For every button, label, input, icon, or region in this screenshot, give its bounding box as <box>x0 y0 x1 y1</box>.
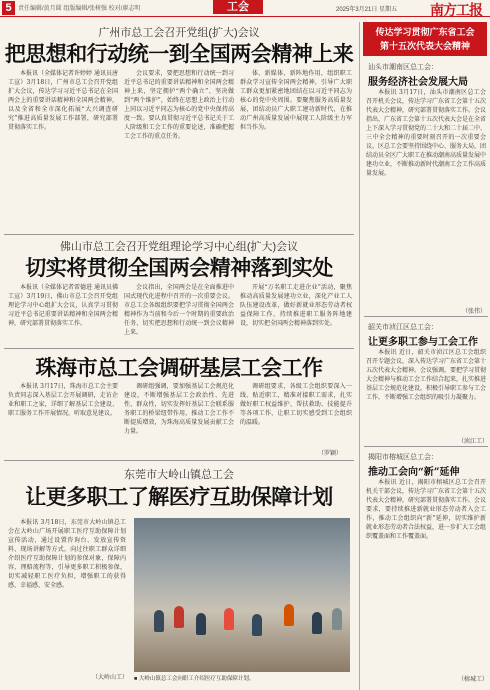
divider <box>4 234 354 235</box>
sidebar-story-2-body: 本报讯 近日，韶关市浈江区总工会组织召开专题会议，深入传达学习广东省工会第十五次代表大会精神。会议强调，要把学习贯彻大会精神与推动工会工作结合起来，扎实推进基层工会规范化建设，积极引导职工参与工会工作，不断增强工会组织的吸引力凝聚力。 <box>366 349 486 401</box>
article-3-byline: （罗颖） <box>318 451 343 457</box>
news-photo <box>134 518 350 672</box>
article-4-byline: （大岭山工） <box>92 675 129 681</box>
section-label: 工会 <box>213 0 263 14</box>
article-2-kicker: 佛山市总工会召开党组理论学习中心组(扩大)会议 <box>59 241 299 253</box>
article-4-headline: 让更多职工了解医疗互助保障计划 <box>25 484 333 509</box>
page-number: 5 <box>2 1 15 15</box>
sidebar-story-2-byline: （浈江工） <box>458 439 489 445</box>
article-1-headline: 把思想和行动统一到全国两会精神上来 <box>4 41 354 66</box>
article-1-col-3: 体、新媒体、新阵地作用，组织职工群众学习宣传全国两会精神，引导广大职工群众更加紧密地团结在以习近平同志为核心的党中央周围。要聚焦服务高质量发展，团结动员广大职工建功新时代，在推动广州高质量发展中展现工人阶级主力军担当作为。 <box>240 70 352 131</box>
divider <box>364 446 488 447</box>
divider <box>4 348 354 349</box>
sidebar-story-1-body: 本报讯 3月17日，汕头市潮南区总工会召开机关会议，传达学习广东省工会第十五次代表大会精神，研究部署贯彻落实工作。会议指出，广东省工会第十五次代表大会是在全省上下深入学习贯彻党的二十大和二十届二中、三中全会精神的重要时刻召开的一次重要会议。区总工会要坚持围绕中心、服务大局，团结动员全区广大职工在推动潮南高质量发展中建功立业，不断推动新时代潮南工会工作高质量发展。 <box>366 89 486 177</box>
divider <box>364 316 488 317</box>
sidebar-story-1-byline: （张伟） <box>462 309 487 315</box>
article-2-col-2: 会议指出，全国两会是在全面推进中国式现代化进程中召开的一次重要会议。市总工会各级组织要把学习贯彻全国两会精神作为当前和今后一个时期的重要政治任务，切实把思想和行动统一到会议精神上来。 <box>124 284 234 336</box>
article-2-headline: 切实将贯彻全国两会精神落到实处 <box>25 255 333 280</box>
sidebar-story-1-kicker: 汕头市潮南区总工会： <box>368 64 438 71</box>
article-3-headline: 珠海市总工会调研基层工会工作 <box>35 355 323 380</box>
article-1-col-1: 本报讯（全媒体记者许婷婷 通讯员唐工宣）3月18日，广州市总工会召开党组扩大会议，传达学习习近平总书记在全国两会上的重要讲话精神和全国两会精神，以及全省和全市深化拓展“大兴调查研究”推进高质量发展工作部署，研究部署贯彻落实工作。 <box>8 70 118 131</box>
article-2-col-1: 本报讯（全媒体记者雷德进 通讯员佛工宣）3月19日，佛山市总工会召开党组理论学习中心组扩大会议，认真学习贯彻习近平总书记重要讲话精神和全国两会精神，研究部署贯彻落实工作。 <box>8 284 118 327</box>
sidebar-banner <box>363 22 487 56</box>
article-3-col-1: 本报讯 3月17日，珠海市总工会主要负责同志深入基层工会开展调研，走访企业和职工之家，详细了解基层工会建设、职工服务工作开展情况，听取意见建议。 <box>8 383 118 417</box>
article-3-col-3: 调研组要求，各级工会组织要深入一线、贴近职工，精准对接职工需求，扎实做好职工权益维护、帮扶救助、技能提升等各项工作，让职工切实感受到工会组织的温暖。 <box>240 383 352 426</box>
sidebar-story-3-body: 本报讯 近日，揭阳市榕城区总工会召开机关干部会议，传达学习广东省工会第十五次代表大会精神，研究部署贯彻落实工作。会议要求，要持续推进新就业形态劳动者入会工作，推动工会组织向“新”延伸，切实维护新就业形态劳动者合法权益，进一步扩大工会组织覆盖面和工作覆盖面。 <box>366 479 486 540</box>
sidebar-story-3-headline: 推动工会向“新”延伸 <box>368 467 460 478</box>
article-2-col-3: 开展“万名职工走进企业”活动，聚焦推动高质量发展建功立业，深化产业工人队伍建设改革，做好新就业形态劳动者权益保障工作，持续推进职工服务阵地建设，切实把全国两会精神落到实处。 <box>240 284 352 327</box>
article-1-col-2: 会议要求，要把思想和行动统一到习近平总书记的重要讲话精神和全国两会精神上来，坚定拥护“两个确立”、坚决做到“两个维护”，始终在思想上政治上行动上同以习近平同志为核心的党中央保持高度一致。要认真贯彻习近平总书记关于工人阶级和工会工作的重要论述，准确把握工会工作的重点任务。 <box>124 70 234 140</box>
photo-caption: ■ 大岭山镇总工会向职工介绍医疗互助保障计划。 <box>134 676 255 682</box>
article-1-kicker: 广州市总工会召开党组(扩大)会议 <box>98 27 260 39</box>
article-3-col-2: 调研组强调，要加强基层工会规范化建设，不断增强基层工会政治性、先进性、群众性，切实发挥好基层工会联系服务职工的桥梁纽带作用，推动工会工作不断提质增效，为珠海高质量发展贡献工会力量。 <box>124 383 234 435</box>
issue-date: 2025年3月21日 星期五 <box>336 7 398 13</box>
newspaper-logo: 南方工报 <box>430 3 482 19</box>
article-4-body: 本报讯 3月18日，东莞市大岭山镇总工会在大岭山广场开展职工医疗互助保障计划宣传活动，通过设置咨询台、发放宣传资料、现场讲解等方式，向过往职工群众详细介绍医疗互助保障计划的参保对象、保障内容、理赔流程等，引导更多职工积极参保，切实减轻职工医疗负担，增强职工的获得感、幸福感、安全感。 <box>8 519 126 589</box>
article-4-kicker: 东莞市大岭山镇总工会 <box>124 469 234 481</box>
editor-credits: 责任编辑/黄月圆 组版编辑/张树强 校对/廖志明 <box>18 6 141 12</box>
sidebar-banner-line-1: 传达学习贯彻广东省工会 <box>375 27 475 37</box>
sidebar-story-3-byline: （榕城工） <box>458 677 489 683</box>
sidebar-story-2-kicker: 韶关市浈江区总工会： <box>368 324 438 331</box>
sidebar-story-1-headline: 服务经济社会发展大局 <box>368 77 468 88</box>
sidebar-banner-line-2: 第十五次代表大会精神 <box>379 41 470 51</box>
divider <box>4 460 354 461</box>
sidebar-story-2-headline: 让更多职工参与工会工作 <box>368 337 478 348</box>
sidebar-story-3-kicker: 揭阳市榕城区总工会： <box>368 454 438 461</box>
